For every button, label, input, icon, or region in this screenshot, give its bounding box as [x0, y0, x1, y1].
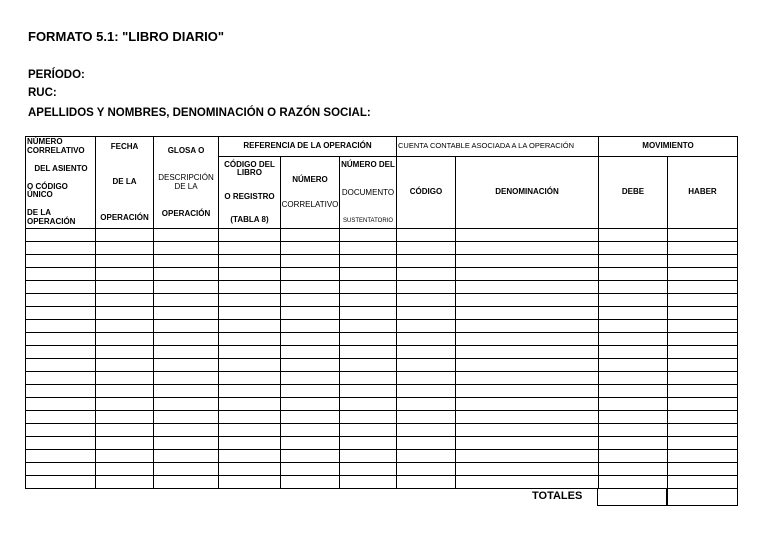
table-cell — [340, 411, 397, 424]
header-denominacion: DENOMINACIÓN — [456, 157, 599, 229]
table-cell — [281, 268, 340, 281]
table-cell — [456, 346, 599, 359]
table-cell — [154, 333, 219, 346]
totales-label: TOTALES — [532, 490, 583, 502]
table-cell — [96, 307, 154, 320]
table-cell — [340, 359, 397, 372]
table-cell — [219, 359, 281, 372]
table-cell — [281, 359, 340, 372]
table-cell — [397, 294, 456, 307]
header-col1-line1: NÚMERO CORRELATIVO — [27, 137, 85, 155]
table-cell — [219, 229, 281, 242]
razon-social-label: APELLIDOS Y NOMBRES, DENOMINACIÓN O RAZÓN SOCIAL: — [28, 107, 371, 119]
table-cell — [397, 437, 456, 450]
table-cell — [26, 307, 96, 320]
table-cell — [340, 463, 397, 476]
table-cell — [668, 411, 738, 424]
table-cell — [456, 450, 599, 463]
table-cell — [668, 359, 738, 372]
table-row — [26, 294, 738, 307]
table-cell — [397, 463, 456, 476]
header-numero-correlativo-doc — [281, 157, 340, 229]
table-cell — [668, 346, 738, 359]
table-cell — [599, 437, 668, 450]
table-cell — [397, 359, 456, 372]
periodo-label: PERÍODO: — [28, 69, 85, 81]
table-cell — [154, 359, 219, 372]
table-cell — [281, 437, 340, 450]
table-cell — [340, 242, 397, 255]
table-cell — [281, 281, 340, 294]
table-cell — [668, 242, 738, 255]
table-cell — [397, 333, 456, 346]
table-cell — [456, 359, 599, 372]
table-row — [26, 307, 738, 320]
table-cell — [281, 411, 340, 424]
table-row — [26, 320, 738, 333]
table-cell — [668, 307, 738, 320]
page-title: FORMATO 5.1: "LIBRO DIARIO" — [28, 29, 225, 44]
table-cell — [281, 424, 340, 437]
table-cell — [154, 255, 219, 268]
table-cell — [340, 424, 397, 437]
table-cell — [219, 242, 281, 255]
table-cell — [397, 372, 456, 385]
table-cell — [26, 242, 96, 255]
table-cell — [96, 229, 154, 242]
table-cell — [154, 437, 219, 450]
table-cell — [599, 450, 668, 463]
table-cell — [281, 450, 340, 463]
table-cell — [26, 372, 96, 385]
table-cell — [154, 398, 219, 411]
table-row — [26, 450, 738, 463]
table-cell — [340, 294, 397, 307]
table-cell — [96, 255, 154, 268]
header-movimiento: MOVIMIENTO — [599, 137, 738, 157]
table-cell — [96, 424, 154, 437]
table-cell — [397, 281, 456, 294]
table-cell — [668, 476, 738, 489]
table-cell — [397, 320, 456, 333]
table-cell — [456, 463, 599, 476]
totales-debe-cell — [597, 489, 668, 506]
header-glosa — [154, 137, 219, 229]
table-cell — [599, 476, 668, 489]
table-row — [26, 398, 738, 411]
table-row — [26, 424, 738, 437]
header-col3-line2: DESCRIPCIÓN DE LA — [158, 172, 214, 191]
table-cell — [96, 476, 154, 489]
header-col2-line2: DE LA — [112, 177, 137, 187]
table-cell — [340, 229, 397, 242]
header-col1-line3: O CÓDIGO ÚNICO — [27, 181, 68, 200]
table-cell — [96, 320, 154, 333]
table-cell — [599, 385, 668, 398]
table-cell — [154, 281, 219, 294]
table-cell — [154, 307, 219, 320]
table-row — [26, 463, 738, 476]
table-row — [26, 372, 738, 385]
table-cell — [219, 268, 281, 281]
header-col5-line2: CORRELATIVO — [281, 199, 339, 209]
table-cell — [281, 307, 340, 320]
table-cell — [340, 450, 397, 463]
table-cell — [26, 359, 96, 372]
header-col4-line2: O REGISTRO — [224, 191, 275, 201]
table-row — [26, 242, 738, 255]
table-cell — [26, 424, 96, 437]
table-cell — [26, 255, 96, 268]
table-cell — [340, 268, 397, 281]
table-cell — [154, 450, 219, 463]
table-cell — [668, 450, 738, 463]
table-cell — [599, 424, 668, 437]
table-cell — [340, 307, 397, 320]
table-cell — [599, 333, 668, 346]
table-cell — [397, 385, 456, 398]
table-cell — [154, 294, 219, 307]
header-numero-correlativo — [26, 137, 96, 229]
table-cell — [154, 242, 219, 255]
header-codigo: CÓDIGO — [397, 157, 456, 229]
table-cell — [456, 398, 599, 411]
table-cell — [456, 385, 599, 398]
table-cell — [397, 476, 456, 489]
table-cell — [456, 437, 599, 450]
header-col4-line1: CÓDIGO DEL LIBRO — [224, 159, 275, 178]
header-cuenta-contable: CUENTA CONTABLE ASOCIADA A LA OPERACIÓN — [397, 137, 599, 157]
table-cell — [599, 268, 668, 281]
table-row — [26, 385, 738, 398]
table-cell — [219, 450, 281, 463]
table-cell — [219, 281, 281, 294]
table-cell — [281, 346, 340, 359]
table-row — [26, 333, 738, 346]
header-col2-line1: FECHA — [110, 141, 139, 151]
table-cell — [154, 476, 219, 489]
table-cell — [219, 476, 281, 489]
table-cell — [26, 463, 96, 476]
table-cell — [668, 437, 738, 450]
table-row — [26, 359, 738, 372]
table-cell — [456, 281, 599, 294]
table-cell — [456, 320, 599, 333]
table-cell — [96, 398, 154, 411]
table-row — [26, 437, 738, 450]
table-cell — [668, 424, 738, 437]
table-cell — [668, 281, 738, 294]
table-cell — [668, 398, 738, 411]
table-cell — [219, 411, 281, 424]
table-cell — [96, 372, 154, 385]
header-debe: DEBE — [599, 157, 668, 229]
table-cell — [340, 385, 397, 398]
table-cell — [668, 229, 738, 242]
table-cell — [397, 398, 456, 411]
table-cell — [219, 372, 281, 385]
table-cell — [668, 385, 738, 398]
totales-haber-cell — [666, 489, 738, 506]
table-cell — [26, 229, 96, 242]
table-cell — [281, 385, 340, 398]
table-cell — [340, 281, 397, 294]
table-cell — [668, 268, 738, 281]
table-cell — [599, 294, 668, 307]
table-row — [26, 255, 738, 268]
header-col3-line1: GLOSA O — [167, 145, 205, 155]
header-codigo-libro — [219, 157, 281, 229]
table-cell — [340, 320, 397, 333]
header-col2-line3: OPERACIÓN — [100, 212, 149, 222]
table-cell — [599, 255, 668, 268]
header-referencia-operacion: REFERENCIA DE LA OPERACIÓN — [219, 137, 397, 157]
table-cell — [219, 424, 281, 437]
table-cell — [219, 307, 281, 320]
table-cell — [340, 333, 397, 346]
header-fecha — [96, 137, 154, 229]
table-cell — [456, 307, 599, 320]
header-col3-line3: OPERACIÓN — [161, 208, 211, 218]
table-cell — [96, 242, 154, 255]
table-cell — [281, 320, 340, 333]
table-cell — [281, 229, 340, 242]
table-cell — [599, 359, 668, 372]
table-cell — [397, 411, 456, 424]
table-cell — [281, 255, 340, 268]
table-cell — [340, 398, 397, 411]
table-row — [26, 229, 738, 242]
table-cell — [668, 463, 738, 476]
header-col6-line1: NÚMERO DEL — [341, 159, 395, 169]
table-cell — [219, 463, 281, 476]
table-cell — [456, 333, 599, 346]
table-cell — [26, 320, 96, 333]
table-cell — [281, 372, 340, 385]
table-cell — [26, 333, 96, 346]
table-cell — [219, 320, 281, 333]
table-cell — [154, 346, 219, 359]
table-cell — [96, 411, 154, 424]
table-row — [26, 411, 738, 424]
table-cell — [599, 242, 668, 255]
table-cell — [281, 294, 340, 307]
table-cell — [26, 398, 96, 411]
table-cell — [96, 346, 154, 359]
table-cell — [154, 463, 219, 476]
table-cell — [281, 463, 340, 476]
table-cell — [219, 346, 281, 359]
table-cell — [96, 385, 154, 398]
table-cell — [96, 281, 154, 294]
table-cell — [26, 268, 96, 281]
header-col1-line4: DE LA OPERACIÓN — [27, 208, 76, 227]
table-cell — [340, 476, 397, 489]
header-numero-documento — [340, 157, 397, 229]
table-cell — [456, 242, 599, 255]
table-cell — [397, 268, 456, 281]
table-cell — [599, 281, 668, 294]
table-row — [26, 268, 738, 281]
table-cell — [219, 294, 281, 307]
table-cell — [26, 385, 96, 398]
table-cell — [397, 255, 456, 268]
ruc-label: RUC: — [28, 87, 57, 99]
table-cell — [96, 450, 154, 463]
table-row — [26, 346, 738, 359]
table-cell — [599, 229, 668, 242]
table-cell — [599, 463, 668, 476]
header-col1-line2: DEL ASIENTO — [34, 163, 88, 173]
header-col5-line1: NÚMERO — [292, 174, 328, 184]
table-cell — [154, 424, 219, 437]
table-cell — [154, 372, 219, 385]
table-cell — [668, 320, 738, 333]
table-cell — [96, 359, 154, 372]
table-cell — [26, 437, 96, 450]
table-cell — [154, 411, 219, 424]
header-col6-line3: SUSTENTATORIO — [342, 218, 393, 225]
table-cell — [397, 242, 456, 255]
table-cell — [26, 411, 96, 424]
table-cell — [96, 268, 154, 281]
header-haber: HABER — [668, 157, 738, 229]
table-cell — [340, 255, 397, 268]
table-cell — [397, 346, 456, 359]
table-cell — [397, 229, 456, 242]
table-cell — [397, 424, 456, 437]
table-cell — [599, 372, 668, 385]
table-cell — [456, 411, 599, 424]
table-cell — [668, 255, 738, 268]
ledger-table — [25, 136, 738, 489]
table-cell — [668, 372, 738, 385]
table-cell — [456, 255, 599, 268]
table-cell — [599, 346, 668, 359]
table-cell — [397, 307, 456, 320]
table-cell — [281, 242, 340, 255]
table-cell — [340, 346, 397, 359]
table-cell — [340, 372, 397, 385]
table-cell — [397, 450, 456, 463]
header-col6-line2: DOCUMENTO — [341, 188, 395, 198]
table-cell — [96, 333, 154, 346]
table-cell — [668, 333, 738, 346]
table-cell — [219, 333, 281, 346]
table-cell — [26, 476, 96, 489]
table-cell — [26, 346, 96, 359]
table-cell — [154, 229, 219, 242]
table-cell — [154, 320, 219, 333]
table-cell — [96, 294, 154, 307]
table-cell — [599, 398, 668, 411]
table-cell — [456, 294, 599, 307]
table-cell — [154, 268, 219, 281]
table-cell — [456, 229, 599, 242]
table-cell — [281, 333, 340, 346]
table-cell — [219, 385, 281, 398]
table-cell — [26, 450, 96, 463]
table-row — [26, 281, 738, 294]
table-cell — [219, 437, 281, 450]
table-cell — [599, 307, 668, 320]
table-cell — [26, 281, 96, 294]
table-cell — [281, 398, 340, 411]
table-cell — [456, 268, 599, 281]
table-cell — [96, 463, 154, 476]
table-cell — [281, 476, 340, 489]
table-cell — [456, 372, 599, 385]
table-cell — [599, 411, 668, 424]
table-cell — [26, 294, 96, 307]
table-cell — [456, 476, 599, 489]
table-cell — [219, 398, 281, 411]
header-col4-line3: (TABLA 8) — [230, 214, 269, 224]
table-cell — [668, 294, 738, 307]
table-cell — [154, 385, 219, 398]
table-cell — [219, 255, 281, 268]
table-cell — [96, 437, 154, 450]
table-cell — [340, 437, 397, 450]
table-cell — [456, 424, 599, 437]
table-cell — [599, 320, 668, 333]
table-row — [26, 476, 738, 489]
